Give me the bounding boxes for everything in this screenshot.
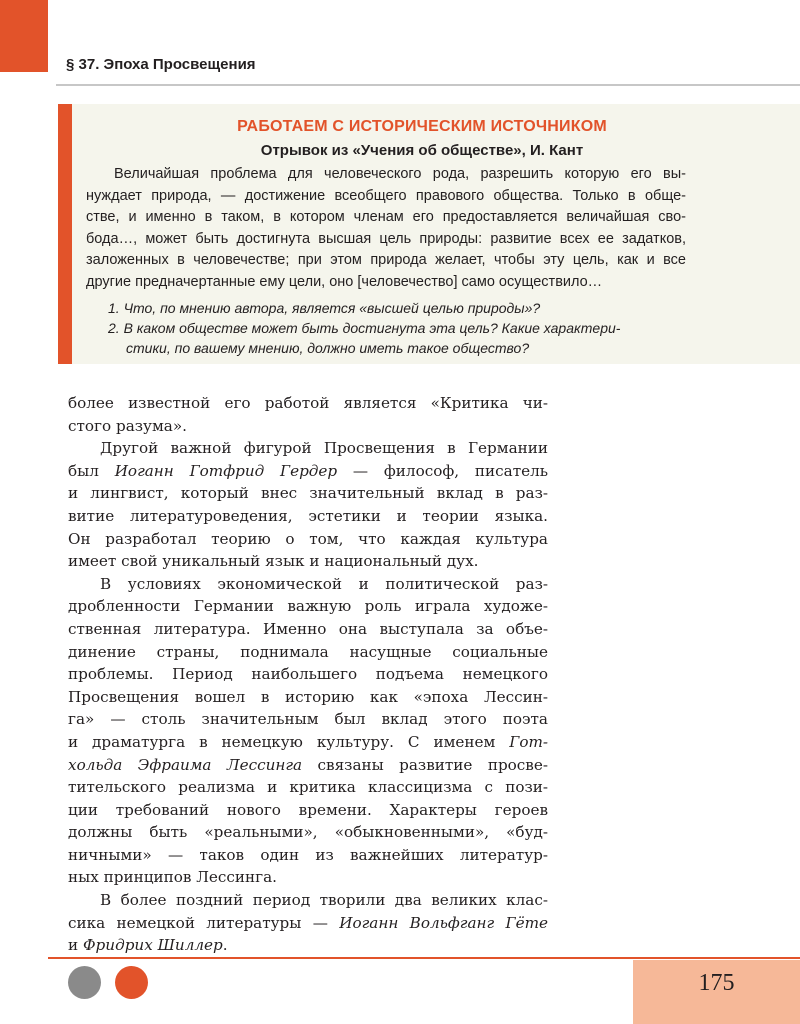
text-line: ственная литература. Именно она выступала за объе- — [68, 619, 548, 638]
quote-line: другие предначертанные ему цели, оно [человечество] само осуществило… — [86, 273, 603, 290]
text-fragment: и — [68, 936, 83, 955]
text-line: ных принципов Лессинга. — [68, 868, 277, 887]
text-line — [68, 912, 548, 935]
text-line: Он разработал теорию о том, что каждая культура — [68, 529, 548, 548]
text-line: имеет свой уникальный язык и национальный дух. — [68, 552, 479, 571]
text-line — [68, 731, 548, 754]
person-name-goethe: Иоганн Вольфганг Гёте — [339, 913, 548, 932]
question-1: 1. Что, по мнению автора, является «высшей целью природы»? — [108, 300, 541, 316]
text-line — [68, 754, 548, 777]
text-fragment: связаны развитие просве- — [302, 755, 548, 774]
text-line: ции требований нового времени. Характеры героев — [68, 800, 548, 819]
gray-circle-icon — [68, 966, 101, 999]
text-line — [68, 934, 548, 957]
text-line: га» — столь значительным был вклад этого поэта — [68, 710, 548, 729]
text-line: стого разума». — [68, 416, 187, 435]
text-line: более известной его работой является «Критика чи- — [68, 394, 548, 412]
text-line: динение страны, поднимала насущные социальные — [68, 642, 548, 661]
quote-line: Величайшая проблема для человеческого рода, разрешить которую его вы- — [114, 166, 686, 182]
question-2-continued: стики, по вашему мнению, должно иметь такое общество? — [126, 340, 530, 356]
footer-divider — [48, 957, 800, 959]
text-fragment: — философ, писатель — [337, 461, 548, 480]
person-name-lessing-start: Гот- — [509, 732, 548, 751]
quote-line: бода…, может быть достигнута высшая цель природы: развитие всех ее задатков, — [86, 230, 686, 247]
person-name-schiller: Фридрих Шиллер — [82, 936, 223, 955]
header-divider — [56, 84, 800, 86]
quote-line: нуждает природа, — достижение всеобщего правового общества. Только в обще- — [86, 187, 686, 204]
text-line: и лингвист, который внес значительный вклад в раз- — [68, 484, 548, 503]
quote-line: заложенных в человечестве; при этом природа желает, чтобы эту цель, как и все — [86, 252, 686, 268]
text-line: проблемы. Период наибольшего подъема немецкого — [68, 665, 548, 684]
text-line: В условиях экономической и политической раз- — [100, 574, 548, 593]
text-line: дробленности Германии важную роль играла художе- — [68, 597, 548, 616]
text-fragment: был — [68, 461, 115, 480]
source-box-subtitle: Отрывок из «Учения об обществе», И. Кант — [260, 142, 584, 159]
source-box-title: РАБОТАЕМ С ИСТОРИЧЕСКИМ ИСТОЧНИКОМ — [237, 118, 607, 135]
source-quote — [86, 164, 686, 293]
page-number: 175 — [698, 970, 735, 996]
text-line: витие литературоведения, эстетики и теории языка. — [68, 506, 548, 525]
person-name-lessing-end: хольда Эфраима Лессинга — [68, 755, 303, 774]
section-title: § 37. Эпоха Просвещения — [66, 56, 256, 73]
page-number-box — [633, 960, 800, 1024]
orange-circle-icon — [115, 966, 148, 999]
text-fragment: сика немецкой литературы — — [68, 913, 340, 932]
text-fragment: . — [222, 936, 228, 955]
corner-tab — [0, 0, 48, 72]
person-name-herder: Иоганн Готфрид Гердер — [114, 461, 338, 480]
question-2: 2. В каком обществе может быть достигнута эта цель? Какие характери- — [108, 320, 621, 336]
text-line: Другой важной фигурой Просвещения в Германии — [100, 439, 548, 458]
text-line — [68, 460, 548, 483]
text-fragment: и драматурга в немецкую культуру. С именем — [68, 732, 510, 751]
questions-list — [108, 298, 698, 358]
quote-line: стве, и именно в таком, в котором членам его предоставляется величайшая сво- — [86, 209, 686, 225]
source-box-accent-bar — [58, 104, 72, 364]
text-line: Просвещения вошел в историю как «эпоха Лессин- — [68, 687, 548, 706]
main-body-text — [68, 392, 548, 957]
text-line: ничными» — таков один из важнейших литератур- — [68, 845, 548, 864]
text-line: должны быть «реальными», «обыкновенными», «буд- — [68, 823, 548, 842]
historical-source-box — [58, 104, 800, 364]
text-line: В более поздний период творили два великих клас- — [100, 891, 548, 910]
text-line: тительского реализма и критика классицизма с пози- — [68, 778, 548, 797]
